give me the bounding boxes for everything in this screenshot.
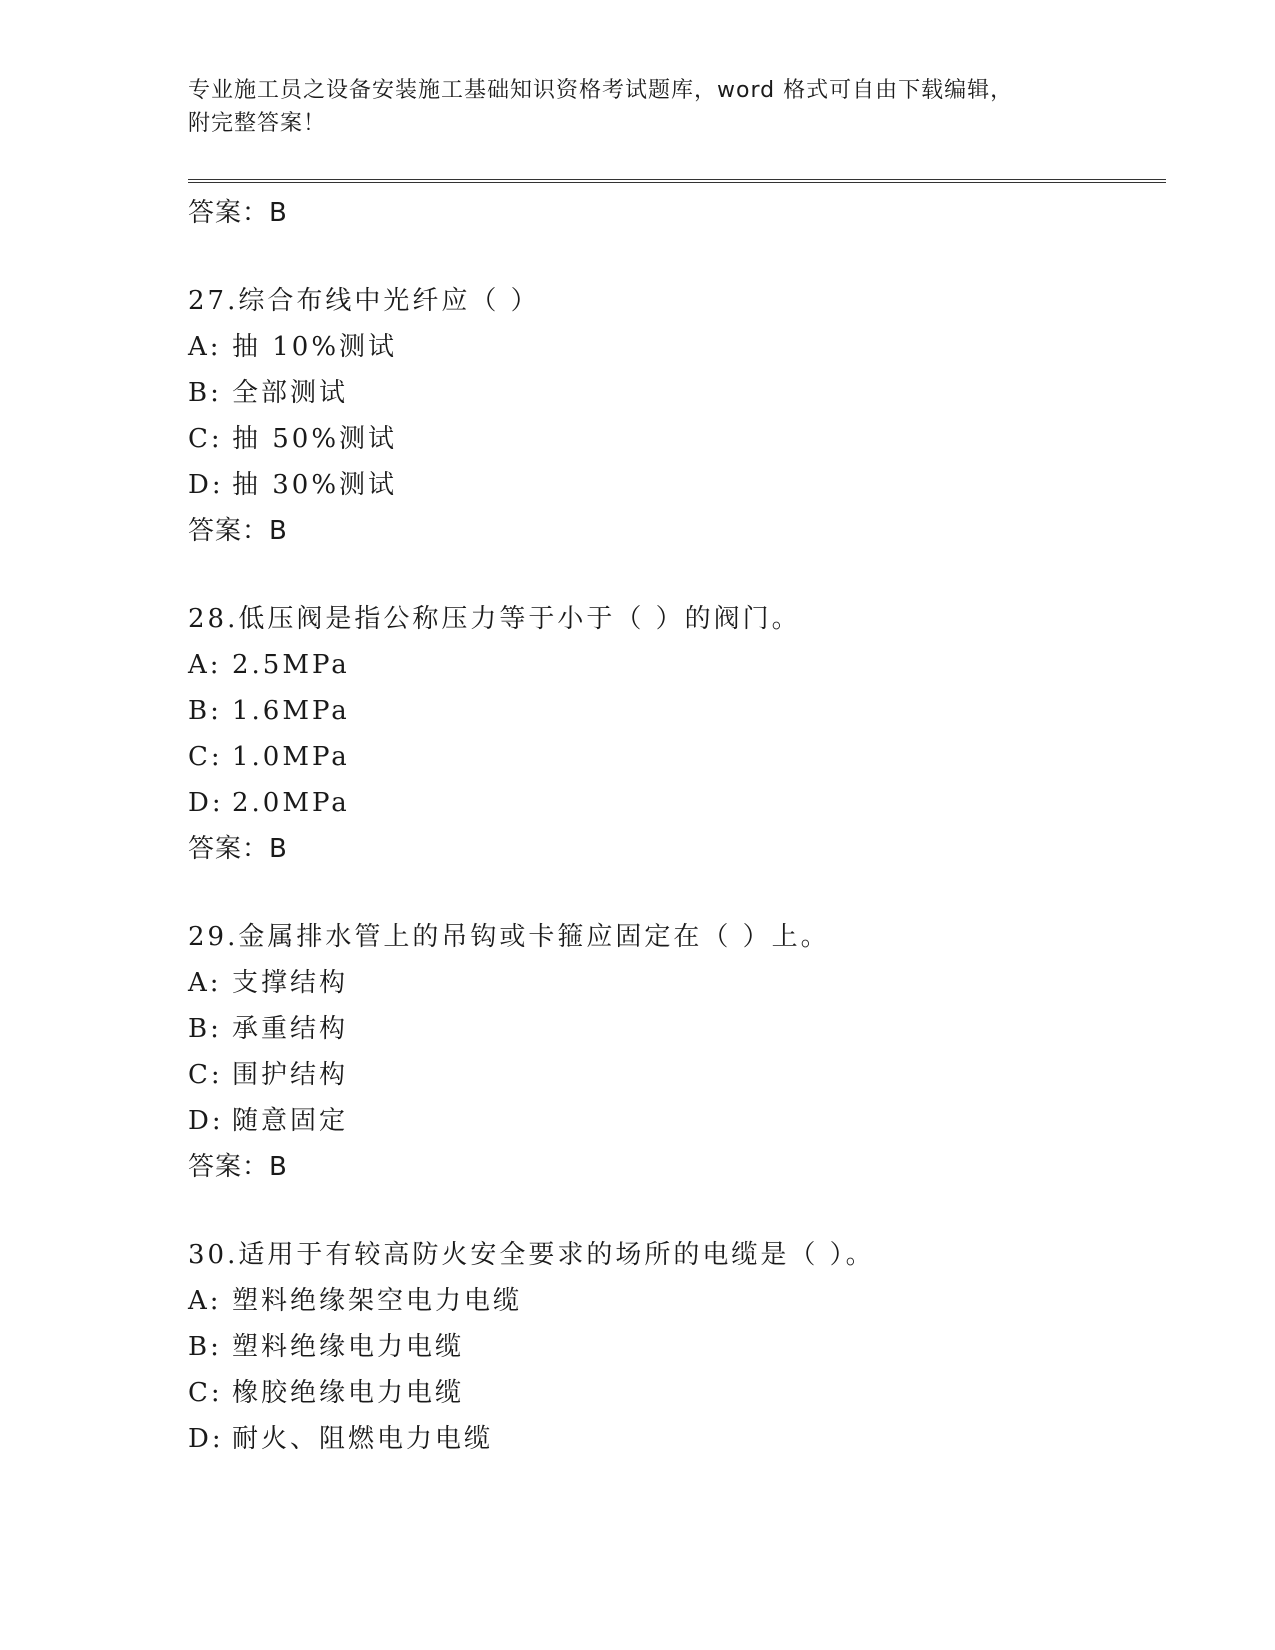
question-text: 30.适用于有较高防火安全要求的场所的电缆是（ ）。 — [188, 1240, 875, 1270]
option-key: D: — [188, 470, 224, 500]
option-text: 1.6MPa — [232, 696, 350, 726]
question-block — [188, 278, 1166, 554]
option-c — [188, 416, 1166, 462]
option-key: D: — [188, 1106, 224, 1136]
question-block — [188, 596, 1166, 872]
answer-label: 答案： — [188, 834, 270, 864]
option-text: 全部测试 — [232, 378, 349, 408]
option-text: 抽 10%测试 — [232, 332, 398, 362]
option-key: B: — [188, 378, 222, 408]
question-text: 27.综合布线中光纤应（ ） — [188, 286, 540, 316]
question-text: 29.金属排水管上的吊钩或卡箍应固定在（ ）上。 — [188, 922, 830, 952]
option-key: B: — [188, 1014, 222, 1044]
option-text: 耐火、阻燃电力电缆 — [232, 1424, 494, 1454]
option-a — [188, 642, 1166, 688]
answer-value: B — [269, 1152, 288, 1182]
option-a — [188, 960, 1166, 1006]
option-text: 塑料绝缘架空电力电缆 — [232, 1286, 523, 1316]
option-text: 橡胶绝缘电力电缆 — [232, 1378, 465, 1408]
answer-value: B — [269, 198, 288, 228]
option-c — [188, 1052, 1166, 1098]
option-text: 支撑结构 — [232, 968, 349, 998]
option-key: C: — [188, 1060, 223, 1090]
option-key: C: — [188, 742, 223, 772]
option-key: A: — [188, 332, 222, 362]
answer-line — [188, 1144, 1166, 1190]
answer-label: 答案： — [188, 516, 270, 546]
option-key: A: — [188, 650, 222, 680]
answer-value: B — [269, 516, 288, 546]
option-c — [188, 734, 1166, 780]
answer-line — [188, 190, 1166, 236]
option-d — [188, 462, 1166, 508]
option-text: 2.0MPa — [232, 788, 350, 818]
option-key: B: — [188, 1332, 222, 1362]
answer-label: 答案： — [188, 1152, 270, 1182]
option-key: D: — [188, 788, 224, 818]
option-text: 塑料绝缘电力电缆 — [232, 1332, 465, 1362]
option-text: 围护结构 — [232, 1060, 349, 1090]
option-key: A: — [188, 968, 222, 998]
option-text: 抽 50%测试 — [232, 424, 398, 454]
header-divider — [188, 179, 1166, 183]
option-b — [188, 1006, 1166, 1052]
question-block — [188, 1232, 1166, 1462]
answer-line — [188, 826, 1166, 872]
header-line-1: 专业施工员之设备安装施工基础知识资格考试题库，word 格式可自由下载编辑， — [188, 78, 1014, 103]
option-key: A: — [188, 1286, 222, 1316]
document-body — [188, 190, 1166, 1462]
option-key: C: — [188, 1378, 223, 1408]
option-text: 1.0MPa — [232, 742, 350, 772]
option-d — [188, 1098, 1166, 1144]
answer-line — [188, 508, 1166, 554]
header-line-2: 附完整答案！ — [188, 111, 327, 136]
option-c — [188, 1370, 1166, 1416]
answer-value: B — [269, 834, 288, 864]
option-b — [188, 1324, 1166, 1370]
option-a — [188, 324, 1166, 370]
option-key: B: — [188, 696, 222, 726]
option-text: 随意固定 — [232, 1106, 349, 1136]
option-b — [188, 370, 1166, 416]
option-b — [188, 688, 1166, 734]
option-a — [188, 1278, 1166, 1324]
option-key: C: — [188, 424, 223, 454]
page-header — [188, 74, 1088, 140]
option-d — [188, 1416, 1166, 1462]
answer-label: 答案： — [188, 198, 270, 228]
option-d — [188, 780, 1166, 826]
option-text: 2.5MPa — [232, 650, 350, 680]
option-text: 承重结构 — [232, 1014, 349, 1044]
option-text: 抽 30%测试 — [232, 470, 398, 500]
question-text: 28.低压阀是指公称压力等于小于（ ）的阀门。 — [188, 604, 801, 634]
question-block — [188, 914, 1166, 1190]
option-key: D: — [188, 1424, 224, 1454]
